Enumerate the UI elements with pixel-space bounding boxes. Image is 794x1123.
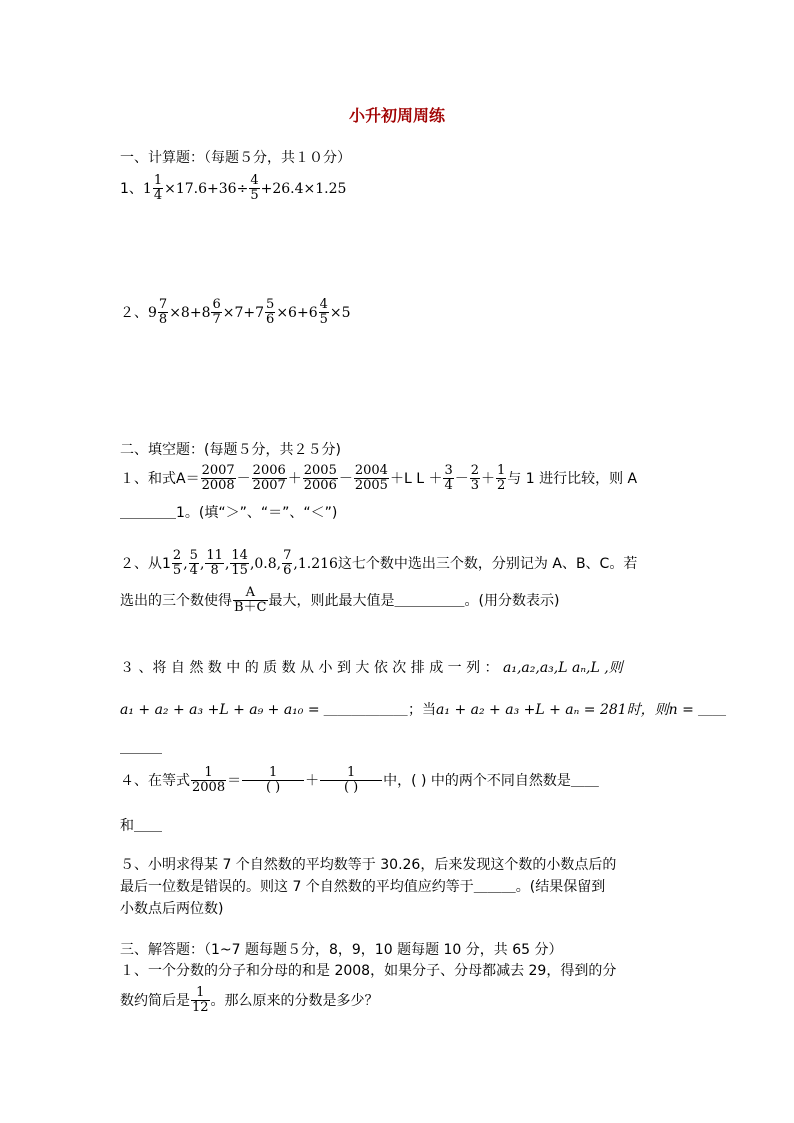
section-2-question-3-line-3: ＿＿＿	[120, 740, 162, 756]
page-title: 小升初周周练	[348, 106, 445, 125]
question-lead: ２、从1	[120, 555, 171, 572]
question-text: ３ 、将 自 然 数 中 的 质 数 从 小 到 大 依 次 排 成 一 列 ：	[120, 660, 499, 676]
fraction: $\frac{4}{5}$	[319, 297, 328, 328]
expression-text: ×6+6	[276, 304, 318, 321]
fraction: $\frac{7}{8}$	[158, 297, 168, 328]
operator: －	[236, 470, 251, 487]
ellipsis-text: ＋L L ＋	[389, 470, 443, 487]
section-2-question-2-line-2	[120, 586, 559, 616]
question-text: 选出的三个数使得	[120, 592, 232, 609]
section-2-heading: 二、填空题：(每题５分，共２５分)	[120, 442, 341, 458]
section-2-question-3	[120, 660, 623, 676]
question-lead: ４、在等式	[120, 772, 190, 789]
operator: －	[338, 470, 353, 487]
fraction: $\frac{1}{( )}$	[242, 766, 304, 796]
mixed-whole: 9	[148, 304, 157, 321]
fraction: $\frac{1}{( )}$	[320, 766, 382, 796]
question-lead: １、和式A＝	[120, 470, 200, 487]
fraction: $\frac{A}{B+C}$	[234, 585, 267, 616]
fraction: $\frac{2006}{2007}$	[252, 463, 286, 494]
operator: ＋	[305, 772, 320, 789]
sum-expression: a₁ + a₂ + a₃ +L + aₙ = 281时，则n = ＿＿	[436, 702, 727, 718]
fraction: $\frac{7}{6}$	[283, 548, 292, 579]
operator: ＝	[227, 772, 242, 789]
expression-text: ×5	[329, 304, 351, 321]
separator: ,0.8,	[249, 555, 282, 572]
section-2-question-4-line-2: 和＿＿	[120, 818, 162, 834]
section-2-question-3-line-2	[120, 702, 726, 718]
section-1-heading: 一、计算题：（每题５分，共１０分）	[120, 150, 351, 166]
fraction: $\frac{6}{7}$	[212, 297, 221, 328]
fraction: $\frac{2005}{2006}$	[303, 463, 337, 494]
fraction: $\frac{14}{15}$	[231, 548, 248, 579]
section-2-question-1	[120, 464, 637, 494]
expression-text: ×8+8	[169, 304, 211, 321]
fraction: $\frac{1}{12}$	[192, 985, 209, 1016]
question-text: 最大，则此最大值是＿＿＿＿＿。(用分数表示)	[268, 592, 560, 609]
section-3-question-1-line-2	[120, 986, 379, 1016]
fraction: $\frac{2}{3}$	[470, 463, 480, 494]
fraction: $\frac{1}{4}$	[153, 173, 163, 204]
fraction: $\frac{1}{2008}$	[192, 765, 226, 796]
sum-expression: a₁ + a₂ + a₃ +L + a₉ + a₁₀ = ＿＿＿＿＿＿	[120, 702, 409, 718]
expression-text: ×7+7	[222, 304, 265, 321]
fraction: $\frac{3}{4}$	[444, 463, 453, 494]
separator: ,	[224, 555, 230, 572]
operator: ＋	[287, 470, 302, 487]
operator: －	[454, 470, 469, 487]
question-number: ２、	[120, 304, 148, 321]
mixed-whole: 1	[142, 180, 152, 197]
question-text: 与 1 进行比较，则 A	[507, 470, 638, 487]
fraction: $\frac{2}{5}$	[172, 548, 182, 579]
fraction: $\frac{1}{2}$	[497, 463, 506, 494]
section-2-question-5-line-2: 最后一位数是错误的。则这 7 个自然数的平均值应约等于＿＿＿。(结果保留到	[120, 879, 606, 895]
fraction: $\frac{5}{4}$	[189, 548, 198, 579]
fraction: $\frac{2007}{2008}$	[201, 463, 235, 494]
fraction: $\frac{2004}{2005}$	[354, 463, 388, 494]
fraction: $\frac{5}{6}$	[266, 297, 275, 328]
section-2-question-5-line-1: ５、小明求得某 7 个自然数的平均数等于 30.26，后来发现这个数的小数点后的	[120, 857, 617, 873]
question-text: 数约简后是	[120, 992, 190, 1009]
expression-text: +26.4×1.25	[260, 180, 347, 197]
operator: ＋	[481, 470, 496, 487]
section-3-heading: 三、解答题：（1~7 题每题５分，8，9，10 题每题 10 分，共 65 分）	[120, 942, 563, 958]
separator: ,1.216	[293, 555, 338, 572]
fraction: $\frac{11}{8}$	[206, 548, 223, 579]
question-text: 中，( ) 中的两个不同自然数是＿＿	[383, 772, 599, 789]
section-3-question-1-line-1: １、一个分数的分子和分母的和是 2008，如果分子、分母都减去 29，得到的分	[120, 963, 617, 979]
question-text: ；当	[408, 702, 437, 718]
expression-text: ×17.6+36÷	[164, 180, 249, 197]
sequence-expression: a₁,a₂,a₃,L aₙ,L ,则	[503, 660, 623, 676]
section-1-question-1	[120, 174, 346, 204]
fraction: $\frac{4}{5}$	[250, 173, 259, 204]
section-2-question-4	[120, 766, 599, 796]
question-text: 。那么原来的分数是多少？	[210, 992, 379, 1009]
question-number: 1、	[120, 180, 143, 197]
question-text: 这七个数中选出三个数，分别记为 A、B、C。若	[337, 555, 638, 572]
section-2-question-1-line-2: ＿＿＿＿1。(填“＞”、“＝”、“＜”)	[120, 505, 338, 521]
separator: ,	[199, 555, 205, 572]
section-2-question-2	[120, 549, 637, 579]
section-2-question-5-line-3: 小数点后两位数)	[120, 901, 224, 917]
separator: ,	[183, 555, 188, 572]
section-1-question-2	[120, 298, 351, 328]
